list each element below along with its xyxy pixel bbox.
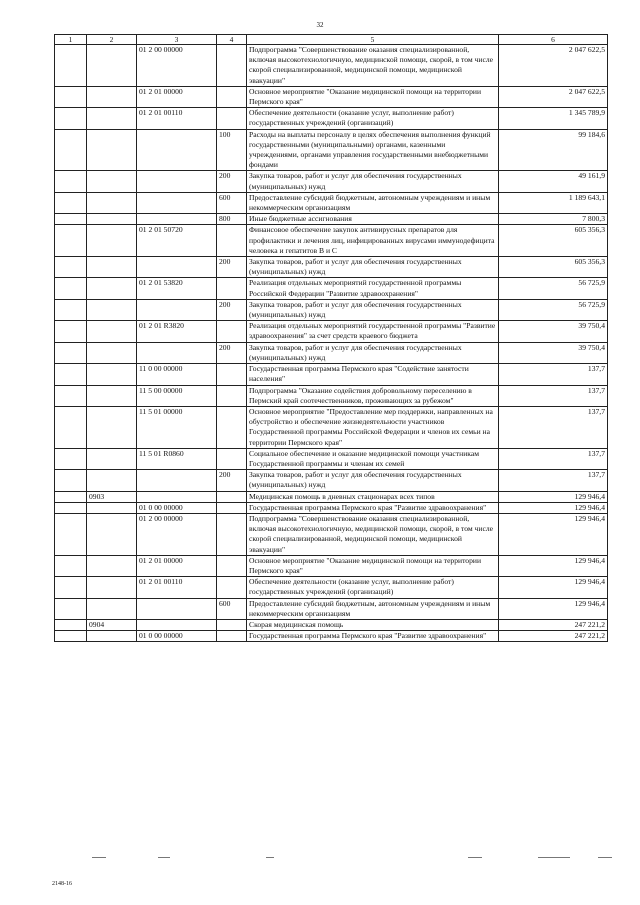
table-row <box>55 513 608 555</box>
cell-c4 <box>217 491 247 502</box>
cell-c2 <box>87 171 137 192</box>
table-row <box>55 299 608 320</box>
cell-c2 <box>87 555 137 576</box>
cell-c5: Закупка товаров, работ и услуг для обеспечения государственных (муниципальных) нужд <box>247 342 499 363</box>
cell-c1 <box>55 108 87 129</box>
cell-c1 <box>55 299 87 320</box>
cell-c4 <box>217 448 247 469</box>
cell-c3: 11 5 01 00000 <box>137 406 217 448</box>
cell-c1 <box>55 631 87 642</box>
cell-c5: Предоставление субсидий бюджетным, автономным учреждениям и иным некоммерческим организациям <box>247 598 499 619</box>
cell-c1 <box>55 86 87 107</box>
cell-c6: 49 161,9 <box>499 171 608 192</box>
cell-c4: 600 <box>217 598 247 619</box>
cell-c6: 1 189 643,1 <box>499 192 608 213</box>
cell-c3 <box>137 598 217 619</box>
cell-c1 <box>55 513 87 555</box>
cell-c3 <box>137 619 217 630</box>
cell-c6: 56 725,9 <box>499 299 608 320</box>
cell-c4: 200 <box>217 171 247 192</box>
cell-c2 <box>87 214 137 225</box>
column-header-4: 4 <box>217 35 247 45</box>
table-row <box>55 129 608 171</box>
cell-c5: Подпрограмма "Совершенствование оказания специализированной, включая высокотехнологичную, медицинской помощи, скорой, в том числе скорой специализированной, медицинской помощи, медицинской эвакуации" <box>247 513 499 555</box>
cell-c1 <box>55 321 87 342</box>
table-row <box>55 406 608 448</box>
cell-c4: 200 <box>217 470 247 491</box>
cell-c4 <box>217 502 247 513</box>
cell-c4 <box>217 513 247 555</box>
cell-c5: Закупка товаров, работ и услуг для обеспечения государственных (муниципальных) нужд <box>247 257 499 278</box>
cell-c3 <box>137 214 217 225</box>
table-row <box>55 278 608 299</box>
cell-c6: 39 750,4 <box>499 321 608 342</box>
column-header-2: 2 <box>87 35 137 45</box>
cell-c6: 247 221,2 <box>499 631 608 642</box>
cell-c1 <box>55 214 87 225</box>
cell-c2 <box>87 192 137 213</box>
table-row <box>55 171 608 192</box>
cell-c4: 600 <box>217 192 247 213</box>
cell-c4: 800 <box>217 214 247 225</box>
cell-c1 <box>55 171 87 192</box>
cell-c2 <box>87 321 137 342</box>
scan-mark <box>158 857 170 858</box>
table-row <box>55 321 608 342</box>
cell-c2 <box>87 448 137 469</box>
cell-c3 <box>137 192 217 213</box>
scan-mark <box>598 857 612 858</box>
cell-c2 <box>87 278 137 299</box>
cell-c2 <box>87 364 137 385</box>
table-row <box>55 225 608 257</box>
cell-c4 <box>217 364 247 385</box>
cell-c5: Подпрограмма "Совершенствование оказания специализированной, включая высокотехнологичную, медицинской помощи, скорой, в том числе скорой специализированной, медицинской помощи, медицинской эвакуации" <box>247 45 499 87</box>
cell-c3: 01 2 01 50720 <box>137 225 217 257</box>
cell-c5: Обеспечение деятельности (оказание услуг, выполнение работ) государственных учреждений (организаций) <box>247 108 499 129</box>
cell-c6: 137,7 <box>499 385 608 406</box>
cell-c5: Основное мероприятие "Оказание медицинской помощи на территории Пермского края" <box>247 86 499 107</box>
cell-c2 <box>87 406 137 448</box>
column-header-5: 5 <box>247 35 499 45</box>
cell-c6: 247 221,2 <box>499 619 608 630</box>
cell-c3: 01 2 00 00000 <box>137 513 217 555</box>
cell-c2 <box>87 299 137 320</box>
table-body <box>55 45 608 642</box>
cell-c4: 200 <box>217 342 247 363</box>
budget-table <box>54 34 608 642</box>
table-row <box>55 45 608 87</box>
cell-c2 <box>87 225 137 257</box>
cell-c1 <box>55 385 87 406</box>
cell-c4 <box>217 321 247 342</box>
cell-c5: Социальное обеспечение и оказание медицинской помощи участникам Государственной программы и членам их семей <box>247 448 499 469</box>
cell-c4 <box>217 108 247 129</box>
cell-c6: 129 946,4 <box>499 555 608 576</box>
cell-c4: 200 <box>217 257 247 278</box>
cell-c1 <box>55 502 87 513</box>
cell-c3 <box>137 129 217 171</box>
cell-c3 <box>137 491 217 502</box>
cell-c2 <box>87 513 137 555</box>
cell-c3: 01 0 00 00000 <box>137 502 217 513</box>
cell-c5: Закупка товаров, работ и услуг для обеспечения государственных (муниципальных) нужд <box>247 171 499 192</box>
column-header-6: 6 <box>499 35 608 45</box>
cell-c5: Финансовое обеспечение закупок антивирусных препаратов для профилактики и лечения лиц, инфицированных вирусами иммунодефицита человека и гепатитов В и С <box>247 225 499 257</box>
cell-c6: 129 946,4 <box>499 598 608 619</box>
cell-c6: 2 047 622,5 <box>499 45 608 87</box>
cell-c6: 605 356,3 <box>499 225 608 257</box>
cell-c4: 200 <box>217 299 247 320</box>
table-row <box>55 257 608 278</box>
cell-c4 <box>217 631 247 642</box>
column-header-3: 3 <box>137 35 217 45</box>
cell-c2 <box>87 577 137 598</box>
table-row <box>55 214 608 225</box>
cell-c1 <box>55 257 87 278</box>
cell-c5: Реализация отдельных мероприятий государственной программы "Развитие здравоохранения" за счет средств краевого бюджета <box>247 321 499 342</box>
cell-c5: Закупка товаров, работ и услуг для обеспечения государственных (муниципальных) нужд <box>247 299 499 320</box>
cell-c6: 39 750,4 <box>499 342 608 363</box>
cell-c5: Реализация отдельных мероприятий государственной программы Российской Федерации "Развитие здравоохранения" <box>247 278 499 299</box>
cell-c6: 129 946,4 <box>499 502 608 513</box>
scan-mark <box>92 857 106 858</box>
cell-c1 <box>55 342 87 363</box>
cell-c6: 7 800,3 <box>499 214 608 225</box>
table-row <box>55 470 608 491</box>
cell-c3: 01 2 01 00000 <box>137 86 217 107</box>
cell-c2: 0903 <box>87 491 137 502</box>
cell-c2 <box>87 129 137 171</box>
cell-c5: Расходы на выплаты персоналу в целях обеспечения выполнения функций государственными (муниципальными) органами, казенными учреждениями, органами управления государственными внебюджетными фондами <box>247 129 499 171</box>
table-row <box>55 364 608 385</box>
cell-c2 <box>87 502 137 513</box>
cell-c6: 137,7 <box>499 470 608 491</box>
cell-c6: 137,7 <box>499 448 608 469</box>
cell-c3: 01 0 00 00000 <box>137 631 217 642</box>
cell-c1 <box>55 225 87 257</box>
cell-c3: 01 2 00 00000 <box>137 45 217 87</box>
scan-mark <box>266 857 274 858</box>
table-row <box>55 631 608 642</box>
table-row <box>55 192 608 213</box>
cell-c2 <box>87 470 137 491</box>
table-row <box>55 555 608 576</box>
cell-c3 <box>137 342 217 363</box>
cell-c1 <box>55 278 87 299</box>
cell-c1 <box>55 470 87 491</box>
table-row <box>55 491 608 502</box>
cell-c3: 01 2 01 00110 <box>137 577 217 598</box>
cell-c1 <box>55 192 87 213</box>
cell-c2 <box>87 257 137 278</box>
cell-c5: Государственная программа Пермского края "Развитие здравоохранения" <box>247 631 499 642</box>
cell-c1 <box>55 577 87 598</box>
table-row <box>55 448 608 469</box>
cell-c3: 11 5 00 00000 <box>137 385 217 406</box>
cell-c3: 01 2 01 00110 <box>137 108 217 129</box>
cell-c3: 11 0 00 00000 <box>137 364 217 385</box>
table-row <box>55 86 608 107</box>
cell-c6: 137,7 <box>499 406 608 448</box>
cell-c2 <box>87 108 137 129</box>
cell-c1 <box>55 406 87 448</box>
cell-c6: 137,7 <box>499 364 608 385</box>
cell-c5: Предоставление субсидий бюджетным, автономным учреждениям и иным некоммерческим организациям <box>247 192 499 213</box>
table-row <box>55 619 608 630</box>
table-row <box>55 342 608 363</box>
cell-c2 <box>87 86 137 107</box>
cell-c2 <box>87 342 137 363</box>
cell-c2 <box>87 385 137 406</box>
cell-c4 <box>217 555 247 576</box>
cell-c1 <box>55 129 87 171</box>
table-row <box>55 598 608 619</box>
cell-c5: Государственная программа Пермского края "Содействие занятости населения" <box>247 364 499 385</box>
cell-c4 <box>217 86 247 107</box>
table-header-row <box>55 35 608 45</box>
cell-c2: 0904 <box>87 619 137 630</box>
cell-c2 <box>87 631 137 642</box>
cell-c5: Иные бюджетные ассигнования <box>247 214 499 225</box>
cell-c3 <box>137 171 217 192</box>
cell-c1 <box>55 364 87 385</box>
cell-c1 <box>55 598 87 619</box>
cell-c5: Государственная программа Пермского края "Развитие здравоохранения" <box>247 502 499 513</box>
document-code: 2148-16 <box>52 881 72 887</box>
cell-c6: 99 184,6 <box>499 129 608 171</box>
cell-c2 <box>87 45 137 87</box>
scan-mark <box>468 857 482 858</box>
table-row <box>55 577 608 598</box>
cell-c1 <box>55 45 87 87</box>
cell-c6: 129 946,4 <box>499 491 608 502</box>
cell-c5: Подпрограмма "Оказание содействия добровольному переселению в Пермский край соотечественников, проживающих за рубежом" <box>247 385 499 406</box>
page-number: 32 <box>316 21 324 29</box>
cell-c3: 11 5 01 R0860 <box>137 448 217 469</box>
cell-c5: Обеспечение деятельности (оказание услуг, выполнение работ) государственных учреждений (организаций) <box>247 577 499 598</box>
cell-c4 <box>217 385 247 406</box>
cell-c6: 605 356,3 <box>499 257 608 278</box>
cell-c3: 01 2 01 53820 <box>137 278 217 299</box>
cell-c4 <box>217 577 247 598</box>
cell-c6: 2 047 622,5 <box>499 86 608 107</box>
cell-c3 <box>137 299 217 320</box>
cell-c6: 129 946,4 <box>499 513 608 555</box>
cell-c1 <box>55 448 87 469</box>
table-row <box>55 108 608 129</box>
cell-c6: 1 345 789,9 <box>499 108 608 129</box>
cell-c4 <box>217 45 247 87</box>
table-row <box>55 385 608 406</box>
cell-c5: Скорая медицинская помощь <box>247 619 499 630</box>
cell-c4 <box>217 406 247 448</box>
cell-c1 <box>55 555 87 576</box>
cell-c5: Закупка товаров, работ и услуг для обеспечения государственных (муниципальных) нужд <box>247 470 499 491</box>
cell-c6: 129 946,4 <box>499 577 608 598</box>
cell-c3: 01 2 01 00000 <box>137 555 217 576</box>
column-header-1: 1 <box>55 35 87 45</box>
cell-c1 <box>55 619 87 630</box>
table-row <box>55 502 608 513</box>
cell-c3 <box>137 470 217 491</box>
scan-mark <box>538 857 570 858</box>
cell-c4: 100 <box>217 129 247 171</box>
cell-c3 <box>137 257 217 278</box>
cell-c3: 01 2 01 R3820 <box>137 321 217 342</box>
cell-c4 <box>217 278 247 299</box>
cell-c5: Основное мероприятие "Оказание медицинской помощи на территории Пермского края" <box>247 555 499 576</box>
cell-c4 <box>217 619 247 630</box>
cell-c4 <box>217 225 247 257</box>
cell-c1 <box>55 491 87 502</box>
cell-c6: 56 725,9 <box>499 278 608 299</box>
cell-c2 <box>87 598 137 619</box>
cell-c5: Основное мероприятие "Предоставление мер поддержки, направленных на обустройство и обеспечение жизнедеятельности участников Государственной программы Российской Федерации и членов их семьи на территории Пермского края" <box>247 406 499 448</box>
cell-c5: Медицинская помощь в дневных стационарах всех типов <box>247 491 499 502</box>
